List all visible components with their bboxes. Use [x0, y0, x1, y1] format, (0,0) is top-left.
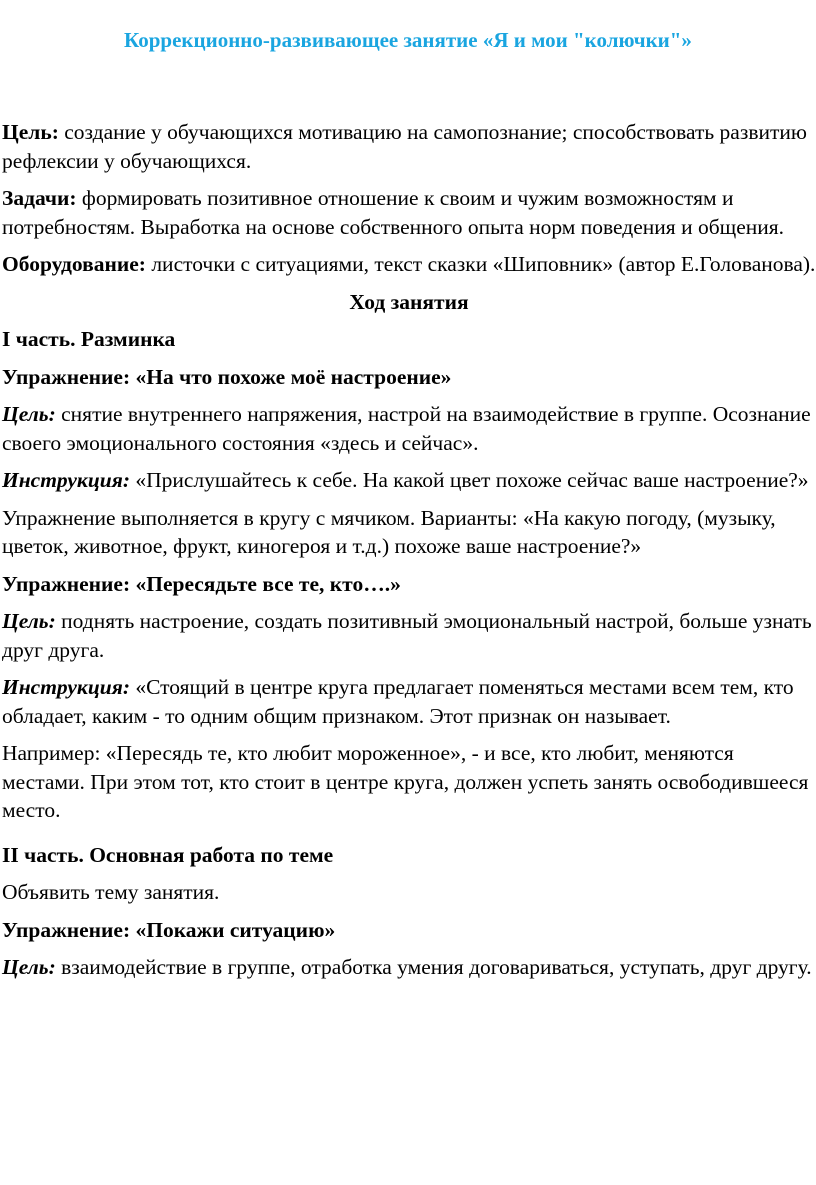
- goal-text: создание у обучающихся мотивацию на самопознание; способствовать развитию рефлексии у обучающихся.: [2, 120, 807, 173]
- exercise2-instruction-text: «Стоящий в центре круга предлагает поменяться местами всем тем, кто обладает, каким - то одним общим признаком. Этот признак он называет.: [2, 675, 794, 728]
- tasks-label: Задачи:: [2, 186, 77, 210]
- equipment-label: Оборудование:: [2, 252, 146, 276]
- tasks-text: формировать позитивное отношение к своим и чужим возможностям и потребностям. Выработка на основе собственного опыта норм поведения и общения.: [2, 186, 785, 239]
- equipment-paragraph: [2, 250, 816, 279]
- exercise1-instruction-text: «Прислушайтесь к себе. На какой цвет похоже сейчас ваше настроение?»: [129, 468, 809, 492]
- exercise3-goal-label: Цель:: [2, 955, 56, 979]
- exercise1-goal-text: снятие внутреннего напряжения, настрой на взаимодействие в группе. Осознание своего эмоционального состояния «здесь и сейчас».: [2, 402, 811, 455]
- exercise1-heading: Упражнение: «На что похоже моё настроение»: [2, 364, 452, 389]
- goal-label: Цель:: [2, 120, 59, 144]
- exercise1-instruction: [2, 466, 816, 495]
- exercise2-instruction-label: Инструкция:: [2, 675, 130, 699]
- exercise3-heading: Упражнение: «Покажи ситуацию»: [2, 917, 336, 942]
- exercise2-heading: Упражнение: «Пересядьте все те, кто….»: [2, 571, 401, 596]
- exercise3-goal-text: взаимодействие в группе, отработка умения договариваться, уступать, друг другу.: [55, 955, 812, 979]
- part2-intro: Объявить тему занятия.: [2, 880, 220, 904]
- exercise1-note: Упражнение выполняется в кругу с мячиком. Варианты: «На какую погоду, (музыку, цветок, животное, фрукт, киногероя и т.д.) похоже ваше настроение?»: [2, 505, 776, 558]
- exercise2-goal: [2, 607, 816, 664]
- tasks-paragraph: [2, 184, 816, 241]
- document-title: Коррекционно-развивающее занятие «Я и мои "колючки"»: [124, 28, 692, 52]
- exercise2-goal-label: Цель:: [2, 609, 56, 633]
- exercise2-instruction: [2, 673, 816, 730]
- exercise2-goal-text: поднять настроение, создать позитивный эмоциональный настрой, больше узнать друг друга.: [2, 609, 812, 662]
- exercise3-goal: [2, 953, 816, 982]
- goal-paragraph: [2, 118, 816, 175]
- progress-heading: Ход занятия: [349, 289, 469, 314]
- document-body: [2, 118, 816, 991]
- part1-heading: I часть. Разминка: [2, 327, 176, 351]
- part2-heading: II часть. Основная работа по теме: [2, 842, 334, 867]
- exercise1-instruction-label: Инструкция:: [2, 468, 130, 492]
- exercise2-example: Например: «Пересядь те, кто любит мороженное», - и все, кто любит, меняются местами. При этом тот, кто стоит в центре круга, должен успеть занять освободившееся место.: [2, 741, 809, 822]
- exercise1-goal: [2, 400, 816, 457]
- equipment-text: листочки с ситуациями, текст сказки «Шиповник» (автор Е.Голованова).: [145, 252, 816, 276]
- exercise1-goal-label: Цель:: [2, 402, 56, 426]
